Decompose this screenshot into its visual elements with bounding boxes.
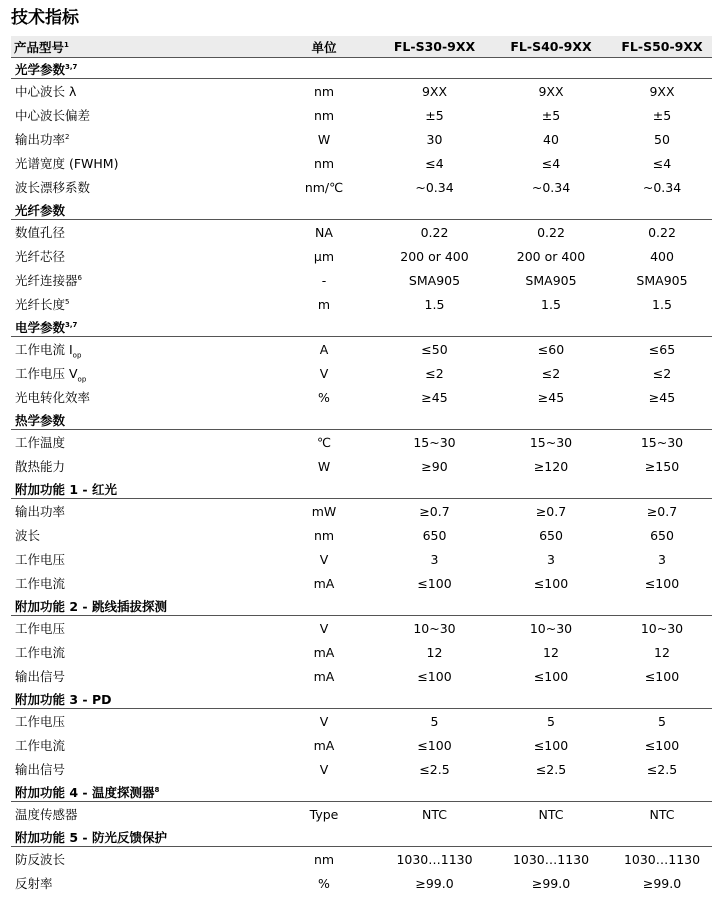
table-row — [11, 616, 712, 641]
param-value-model-1: 15~30 — [413, 434, 456, 450]
param-name-text: 工作电压 — [15, 552, 66, 567]
section-title-text: 附加功能 4 - 温度探测器 — [15, 785, 155, 800]
param-name — [11, 361, 269, 385]
param-name-text: 工作电流 — [15, 738, 66, 753]
param-unit: mW — [311, 503, 337, 519]
param-value-model-3: 50 — [654, 131, 670, 147]
table-row — [11, 292, 712, 316]
param-name — [11, 79, 269, 104]
param-unit: mA — [313, 644, 335, 660]
header-model-2: FL-S40-9XX — [490, 36, 612, 58]
table-row — [11, 454, 712, 478]
table-row — [11, 127, 712, 151]
param-value-model-3: 15~30 — [640, 434, 684, 450]
param-value-model-1: SMA905 — [408, 272, 461, 288]
param-value-model-3: ≤100 — [644, 668, 680, 684]
param-name-text: 输出功率 — [15, 132, 66, 147]
param-name-text: 光谱宽度 (FWHM) — [15, 156, 119, 171]
param-value-model-3: SMA905 — [636, 272, 688, 288]
param-name-text: 工作电流 — [15, 645, 66, 660]
table-row — [11, 151, 712, 175]
page-title: 技术指标 — [11, 8, 79, 28]
param-value-model-2: ~0.34 — [531, 179, 571, 195]
table-header-row — [11, 36, 712, 58]
section-header-row — [11, 409, 712, 430]
param-value-model-1: 9XX — [421, 83, 448, 99]
param-name-text: 波长 — [15, 528, 41, 543]
param-name — [11, 664, 269, 688]
table-row — [11, 871, 712, 895]
param-name — [11, 175, 269, 199]
header-model-label-text: 产品型号 — [14, 39, 65, 55]
param-name-text: 工作电流 — [15, 576, 66, 591]
table-row — [11, 268, 712, 292]
param-value-model-2: ≤2.5 — [535, 761, 567, 777]
param-name — [11, 523, 269, 547]
param-value-model-3: 9XX — [649, 83, 675, 99]
param-name-text: 反射率 — [15, 876, 53, 891]
param-value-model-3: ≥0.7 — [646, 503, 678, 519]
param-name-text: 光电转化效率 — [15, 390, 91, 405]
section-title — [11, 688, 712, 709]
param-unit: nm — [313, 851, 335, 867]
param-value-model-2: ≥45 — [537, 389, 565, 405]
param-name — [11, 151, 269, 175]
param-name-text: 中心波长偏差 — [15, 108, 91, 123]
table-row — [11, 757, 712, 781]
param-name-text: 工作电压 V — [15, 366, 78, 381]
param-name-text: 工作温度 — [15, 435, 66, 450]
param-unit: nm — [313, 527, 335, 543]
section-title — [11, 316, 712, 337]
table-row — [11, 733, 712, 757]
param-value-model-2: 3 — [547, 551, 555, 567]
param-unit: A — [319, 341, 329, 357]
param-name — [11, 709, 269, 734]
param-value-model-3: NTC — [649, 806, 675, 822]
section-title — [11, 478, 712, 499]
table-row — [11, 523, 712, 547]
param-value-model-1: 5 — [430, 713, 439, 729]
param-name-text: 工作电压 — [15, 714, 66, 729]
param-value-model-1: 30 — [426, 131, 443, 147]
header-model-label-sup: 1 — [64, 40, 69, 49]
param-name-text: 工作电压 — [15, 621, 66, 636]
table-row — [11, 847, 712, 872]
param-name-text: 中心波长 λ — [15, 84, 77, 99]
param-name-text: 输出信号 — [15, 669, 66, 684]
param-name — [11, 103, 269, 127]
section-header-row — [11, 781, 712, 802]
param-name — [11, 871, 269, 895]
section-title — [11, 781, 712, 802]
param-name — [11, 571, 269, 595]
section-title-sup: 8 — [154, 785, 160, 794]
table-row — [11, 103, 712, 127]
section-title-text: 热学参数 — [15, 413, 66, 428]
param-value-model-1: ≤2.5 — [419, 761, 450, 777]
section-header-row — [11, 595, 712, 616]
table-row — [11, 175, 712, 199]
param-value-model-1: 3 — [430, 551, 439, 567]
param-value-model-1: ≤50 — [421, 341, 448, 357]
param-unit: mA — [313, 575, 335, 591]
table-row — [11, 337, 712, 362]
param-value-model-1: ~0.34 — [415, 179, 454, 195]
param-name-sup: 2 — [65, 132, 70, 141]
param-name-text: 输出信号 — [15, 762, 66, 777]
spec-table-body — [11, 36, 712, 895]
param-unit: W — [317, 131, 331, 147]
param-name-text: 光纤长度 — [15, 297, 66, 312]
table-row — [11, 571, 712, 595]
param-name-text: 散热能力 — [15, 459, 66, 474]
param-unit: V — [319, 551, 329, 567]
param-name — [11, 454, 269, 478]
header-model-1: FL-S30-9XX — [379, 36, 490, 58]
param-value-model-2: ≤4 — [541, 155, 561, 171]
param-unit: ℃ — [316, 434, 332, 450]
header-model-label — [11, 36, 269, 58]
param-name — [11, 499, 269, 524]
table-row — [11, 499, 712, 524]
param-unit: V — [319, 365, 329, 381]
param-value-model-3: ~0.34 — [642, 179, 682, 195]
param-value-model-3: ≥150 — [644, 458, 680, 474]
param-name — [11, 220, 269, 245]
table-row — [11, 640, 712, 664]
section-header-row — [11, 199, 712, 220]
param-value-model-1: 10~30 — [413, 620, 456, 636]
param-name — [11, 640, 269, 664]
section-title-sup: 3,7 — [65, 320, 78, 329]
section-title-text: 附加功能 3 - PD — [15, 692, 112, 707]
param-value-model-2: ≤2 — [541, 365, 561, 381]
param-value-model-1: ≥99.0 — [415, 875, 454, 891]
param-value-model-2: 9XX — [538, 83, 564, 99]
param-value-model-1: 650 — [422, 527, 447, 543]
param-name — [11, 244, 269, 268]
table-row — [11, 664, 712, 688]
param-value-model-3: 12 — [654, 644, 670, 660]
param-value-model-2: ≥120 — [533, 458, 569, 474]
param-value-model-3: ≤2.5 — [646, 761, 678, 777]
param-value-model-1: ±5 — [425, 107, 444, 123]
param-unit: nm — [313, 83, 335, 99]
section-header-row — [11, 478, 712, 499]
param-value-model-1: ≤100 — [417, 737, 452, 753]
param-name-sub: op — [72, 351, 82, 360]
param-name-text: 光纤连接器 — [15, 273, 78, 288]
param-unit: m — [317, 296, 331, 312]
param-value-model-3: ≥99.0 — [642, 875, 682, 891]
param-value-model-2: ≤100 — [533, 575, 569, 591]
param-name-sup: 5 — [65, 297, 70, 306]
param-name-text: 光纤芯径 — [15, 249, 66, 264]
param-value-model-2: 10~30 — [529, 620, 573, 636]
header-unit: 单位 — [269, 36, 379, 58]
section-title-text: 光学参数 — [15, 62, 66, 77]
param-value-model-3: ≤65 — [648, 341, 676, 357]
param-value-model-1: 0.22 — [420, 224, 449, 240]
param-value-model-3: 0.22 — [648, 224, 676, 240]
param-value-model-3: ≥45 — [648, 389, 676, 405]
section-title — [11, 595, 712, 616]
param-name-text: 温度传感器 — [15, 807, 78, 822]
table-row — [11, 244, 712, 268]
param-value-model-2: ≥99.0 — [531, 875, 571, 891]
param-unit: V — [319, 620, 329, 636]
param-value-model-2: ≤100 — [533, 737, 569, 753]
param-unit: V — [319, 713, 329, 729]
section-title-text: 电学参数 — [15, 320, 66, 335]
param-value-model-2: 1.5 — [541, 296, 561, 312]
param-value-model-1: ≤100 — [417, 575, 452, 591]
param-name — [11, 733, 269, 757]
param-value-model-3: 10~30 — [640, 620, 684, 636]
param-unit: nm/℃ — [304, 179, 344, 195]
param-value-model-3: 400 — [650, 248, 674, 264]
param-value-model-1: NTC — [422, 806, 447, 822]
spec-table — [11, 36, 712, 895]
param-name-text: 工作电流 I — [15, 342, 73, 357]
param-unit: - — [321, 272, 327, 288]
param-name-text: 数值孔径 — [15, 225, 66, 240]
param-value-model-2: ≤100 — [533, 668, 569, 684]
param-value-model-2: 40 — [543, 131, 559, 147]
table-row — [11, 430, 712, 455]
param-name — [11, 802, 269, 827]
param-name — [11, 757, 269, 781]
param-value-model-2: 15~30 — [529, 434, 573, 450]
param-unit: nm — [313, 155, 335, 171]
table-row — [11, 709, 712, 734]
param-name — [11, 268, 269, 292]
section-title-text: 附加功能 1 - 红光 — [15, 482, 117, 497]
section-title-text: 附加功能 5 - 防光反馈保护 — [15, 830, 167, 845]
param-value-model-1: ≤100 — [417, 668, 452, 684]
param-value-model-1: 1.5 — [424, 296, 445, 312]
param-name-sup: 6 — [77, 273, 82, 282]
param-value-model-1: 12 — [426, 644, 443, 660]
section-header-row — [11, 826, 712, 847]
section-header-row — [11, 58, 712, 79]
param-unit: mA — [313, 737, 335, 753]
section-title — [11, 58, 712, 79]
param-value-model-2: 12 — [543, 644, 559, 660]
header-model-3: FL-S50-9XX — [612, 36, 712, 58]
param-value-model-1: ≥0.7 — [419, 503, 450, 519]
param-value-model-3: 3 — [658, 551, 666, 567]
section-title — [11, 199, 712, 220]
param-value-model-1: ≥45 — [421, 389, 448, 405]
param-value-model-1: ≤2 — [425, 365, 444, 381]
param-value-model-3: ≤4 — [652, 155, 672, 171]
table-row — [11, 547, 712, 571]
table-row — [11, 385, 712, 409]
section-title-text: 附加功能 2 - 跳线插拔探测 — [15, 599, 167, 614]
table-row — [11, 220, 712, 245]
param-unit: % — [318, 389, 330, 405]
param-unit: µm — [313, 248, 335, 264]
param-value-model-2: 200 or 400 — [516, 248, 586, 264]
table-row — [11, 79, 712, 104]
param-unit: mA — [313, 668, 335, 684]
param-value-model-3: 1.5 — [652, 296, 672, 312]
param-name — [11, 547, 269, 571]
param-name — [11, 127, 269, 151]
section-title-text: 光纤参数 — [15, 203, 66, 218]
param-value-model-2: SMA905 — [525, 272, 577, 288]
param-name-text: 输出功率 — [15, 504, 66, 519]
param-name — [11, 847, 269, 872]
param-value-model-2: 0.22 — [537, 224, 565, 240]
param-name — [11, 292, 269, 316]
section-title — [11, 409, 712, 430]
param-value-model-3: 5 — [658, 713, 666, 729]
param-name — [11, 616, 269, 641]
param-unit: V — [319, 761, 329, 777]
param-value-model-3: ±5 — [652, 107, 672, 123]
section-title-sup: 3,7 — [65, 62, 78, 71]
param-value-model-3: 650 — [650, 527, 674, 543]
param-value-model-2: ≥0.7 — [535, 503, 567, 519]
param-value-model-2: 1030…1130 — [512, 851, 590, 867]
param-name — [11, 385, 269, 409]
param-name — [11, 337, 269, 362]
section-header-row — [11, 316, 712, 337]
param-name — [11, 430, 269, 455]
param-value-model-3: ≤100 — [644, 575, 680, 591]
param-unit: % — [318, 875, 330, 891]
param-value-model-2: NTC — [538, 806, 564, 822]
param-value-model-1: ≥90 — [421, 458, 448, 474]
param-value-model-1: 1030…1130 — [396, 851, 473, 867]
param-value-model-2: 5 — [547, 713, 555, 729]
param-unit: NA — [315, 224, 333, 240]
param-value-model-3: ≤100 — [644, 737, 680, 753]
param-value-model-2: ≤60 — [537, 341, 565, 357]
param-unit: nm — [313, 107, 335, 123]
param-value-model-3: ≤2 — [652, 365, 672, 381]
section-title — [11, 826, 712, 847]
param-name-text: 波长漂移系数 — [15, 180, 91, 195]
table-row — [11, 802, 712, 827]
param-value-model-1: ≤4 — [425, 155, 444, 171]
param-value-model-2: ±5 — [541, 107, 561, 123]
param-value-model-1: 200 or 400 — [400, 248, 469, 264]
param-name-sub: op — [77, 375, 87, 384]
param-value-model-3: 1030…1130 — [623, 851, 701, 867]
param-name-text: 防反波长 — [15, 852, 66, 867]
section-header-row — [11, 688, 712, 709]
param-unit: W — [317, 458, 331, 474]
param-unit: Type — [309, 806, 339, 822]
param-value-model-2: 650 — [539, 527, 563, 543]
table-row — [11, 361, 712, 385]
